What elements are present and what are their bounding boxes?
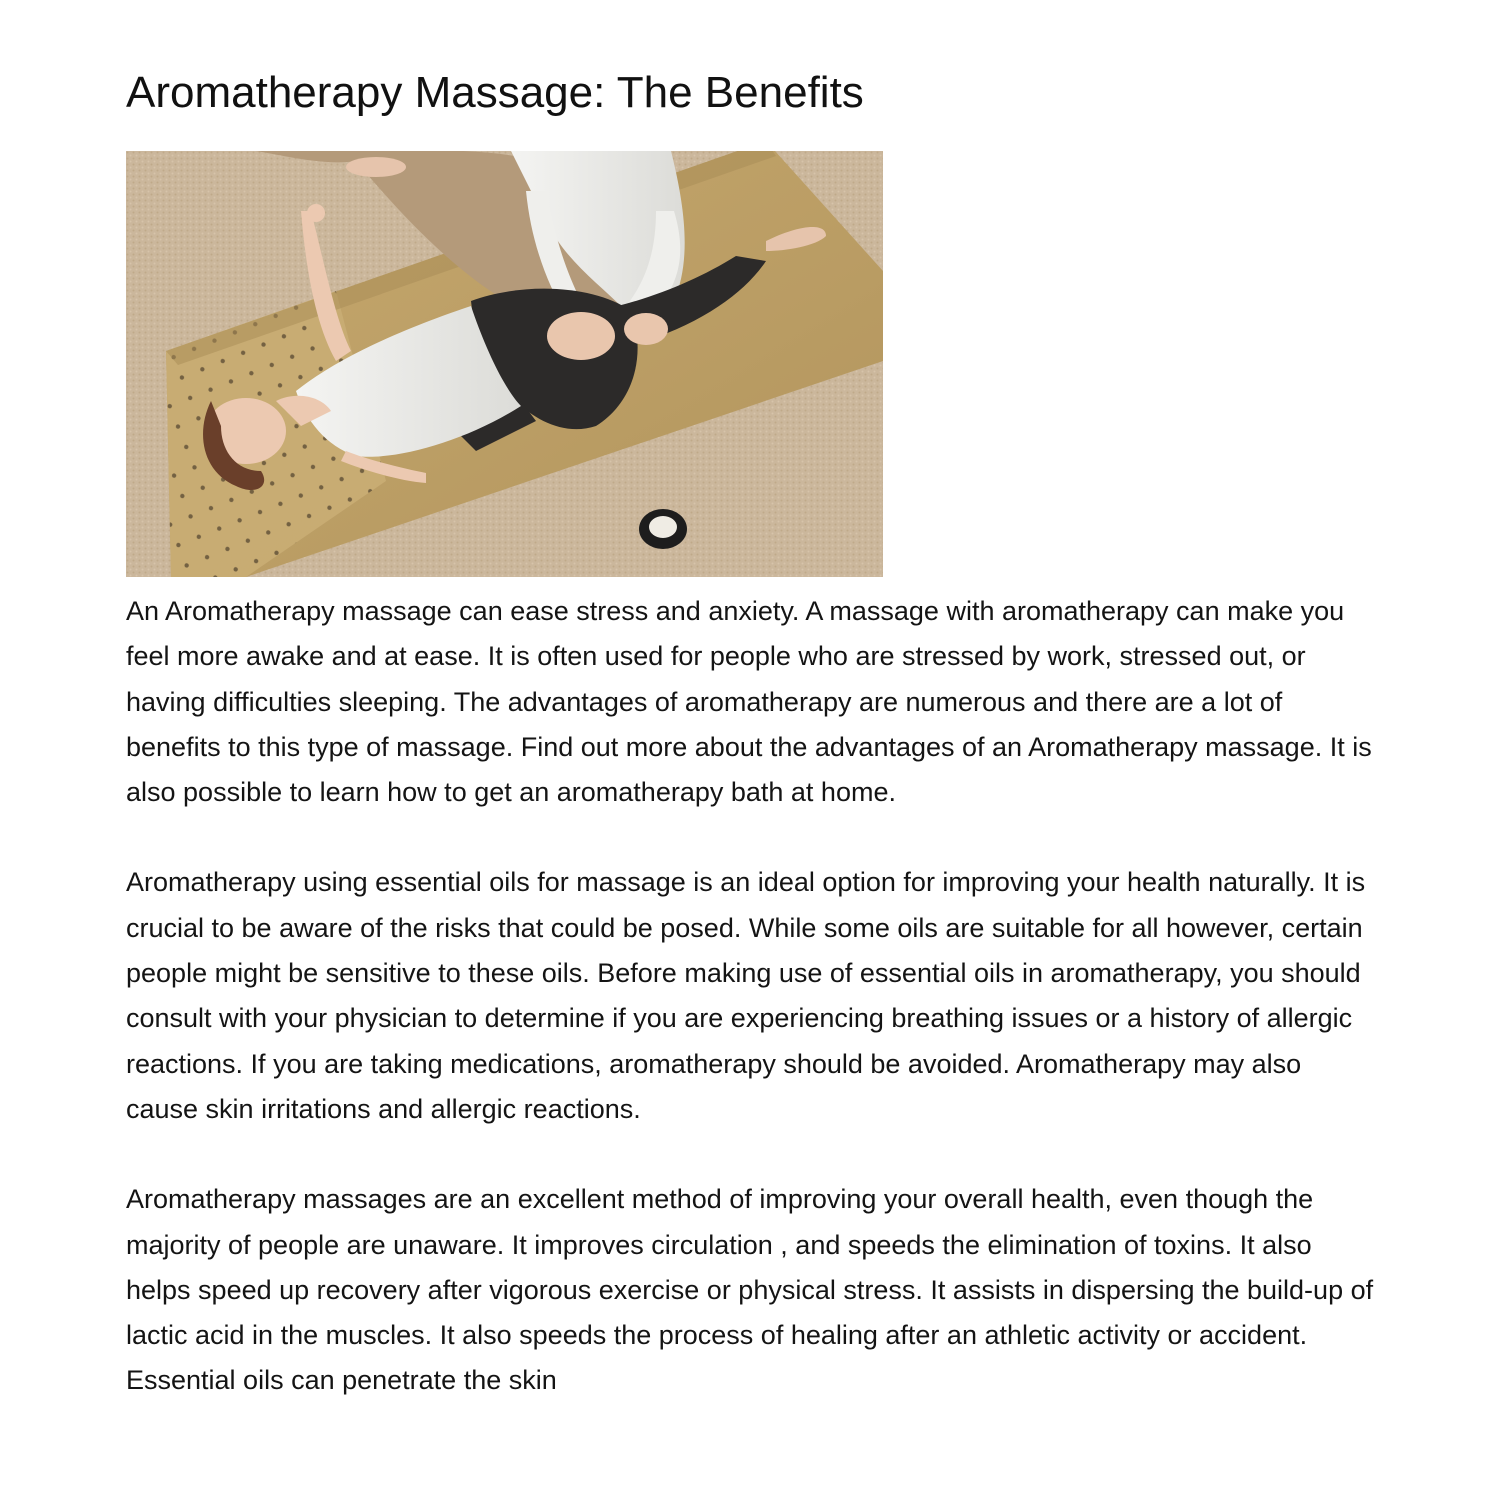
- paragraph-3: Aromatherapy massages are an excellent method of improving your overall health, even though the majority of people are unaware. It improves circulation , and speeds the elimination of toxins. It also helps speed up recovery after vigorous exercise or physical stress. It assists in dispersing the build-up of lactic acid in the muscles. It also speeds the process of healing after an athletic activity or accident. Essential oils can penetrate the skin: [126, 1184, 1374, 1396]
- paragraph-2: Aromatherapy using essential oils for massage is an ideal option for improving your health naturally. It is crucial to be aware of the risks that could be posed. While some oils are suitable for all however, certain people might be sensitive to these oils. Before making use of essential oils in aromatherapy, you should consult with your physician to determine if you are experiencing breathing issues or a history of allergic reactions. If you are taking medications, aromatherapy should be avoided. Aromatherapy may also cause skin irritations and allergic reactions.: [126, 867, 1366, 1124]
- massage-photo: [126, 151, 883, 577]
- page-title: Aromatherapy Massage: The Benefits: [126, 68, 864, 117]
- article-body: [126, 589, 1376, 1449]
- paragraph-1: An Aromatherapy massage can ease stress and anxiety. A massage with aromatherapy can make you feel more awake and at ease. It is often used for people who are stressed by work, stressed out, or having difficulties sleeping. The advantages of aromatherapy are numerous and there are a lot of benefits to this type of massage. Find out more about the advantages of an Aromatherapy massage. It is also possible to learn how to get an aromatherapy bath at home.: [126, 596, 1372, 808]
